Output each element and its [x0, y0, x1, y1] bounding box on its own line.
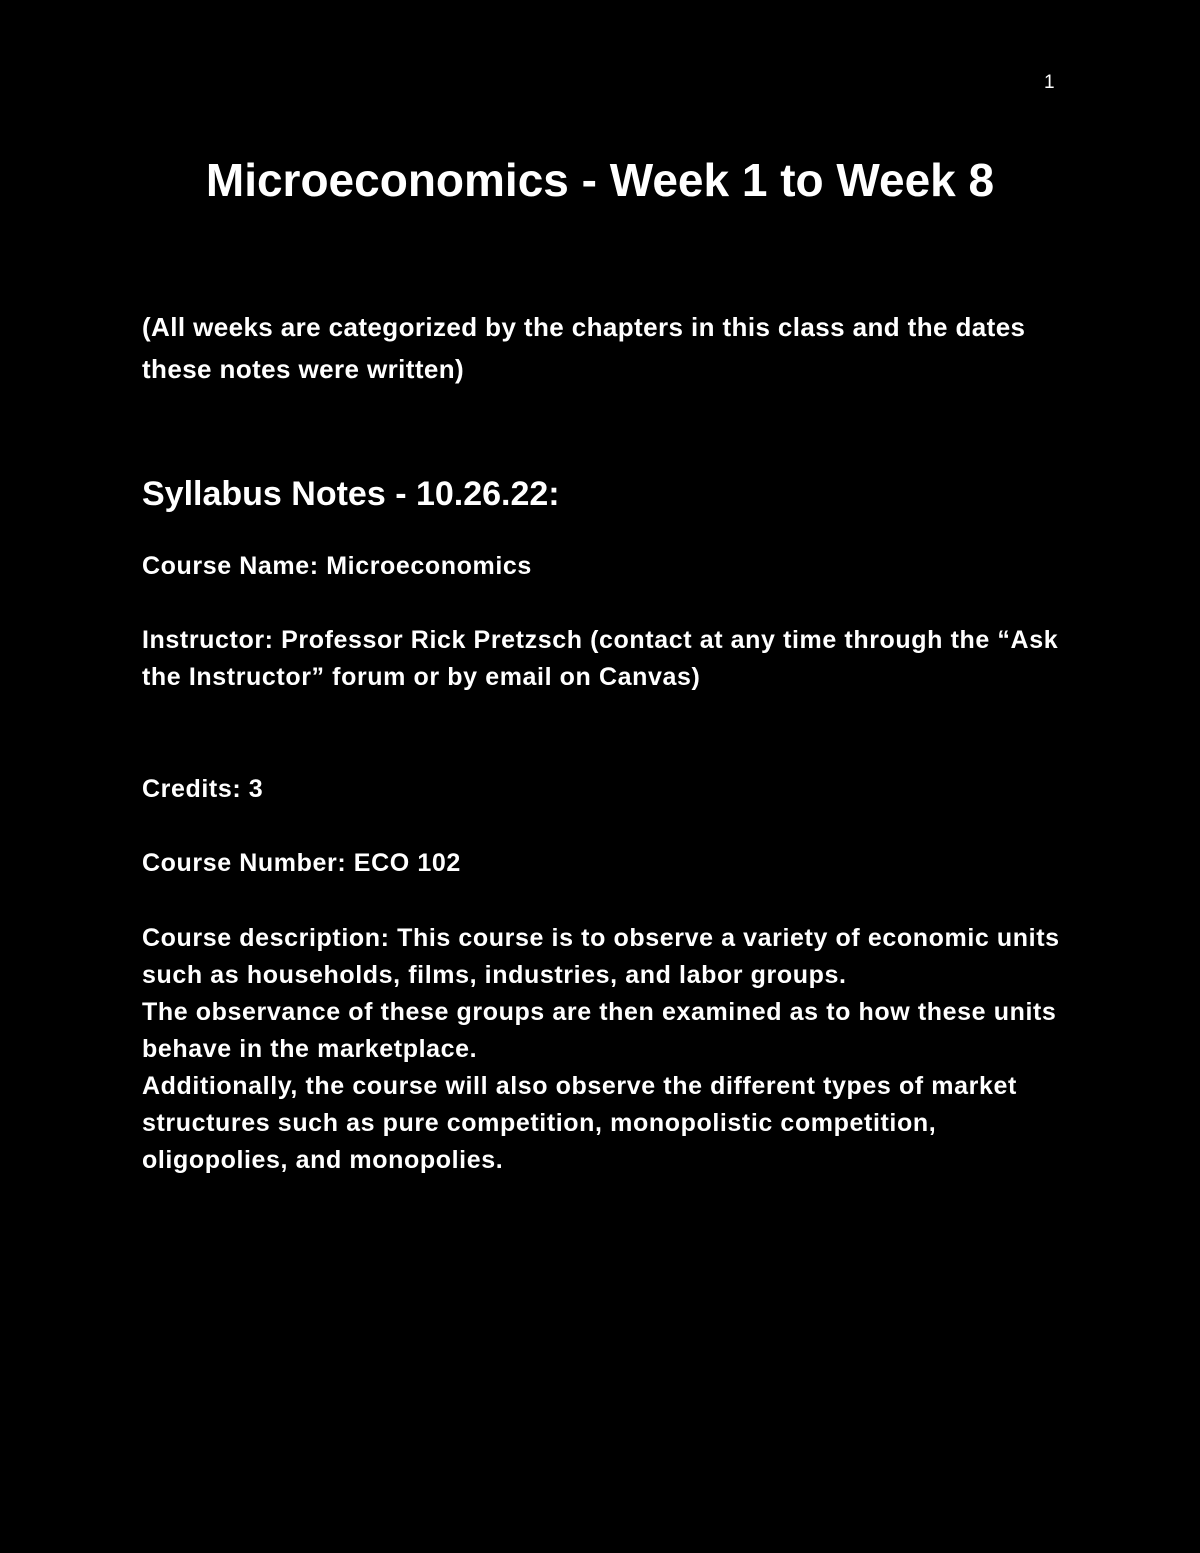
- course-name-field: Course Name: Microeconomics: [142, 552, 532, 580]
- document-title: Microeconomics - Week 1 to Week 8: [205, 154, 995, 206]
- description-line: Course description: This course is to observe a variety of economic units such as households, films, industries, and labor groups.: [142, 924, 1060, 989]
- credits-field: Credits: 3: [142, 775, 264, 803]
- section-heading: Syllabus Notes - 10.26.22:: [142, 475, 560, 513]
- description-line: Additionally, the course will also observe the different types of market structures such as pure competition, monopolistic competition, oligopolies, and monopolies.: [142, 1072, 1017, 1174]
- document-subtitle: (All weeks are categorized by the chapters in this class and the dates these notes were written): [142, 312, 1026, 384]
- instructor-field: Instructor: Professor Rick Pretzsch (contact at any time through the “Ask the Instructor” forum or by email on Canvas): [142, 626, 1059, 691]
- description-line: The observance of these groups are then examined as to how these units behave in the marketplace.: [142, 998, 1057, 1063]
- course-description: [142, 920, 1072, 1179]
- page-number: 1: [1044, 72, 1055, 93]
- course-number-field: Course Number: ECO 102: [142, 849, 461, 877]
